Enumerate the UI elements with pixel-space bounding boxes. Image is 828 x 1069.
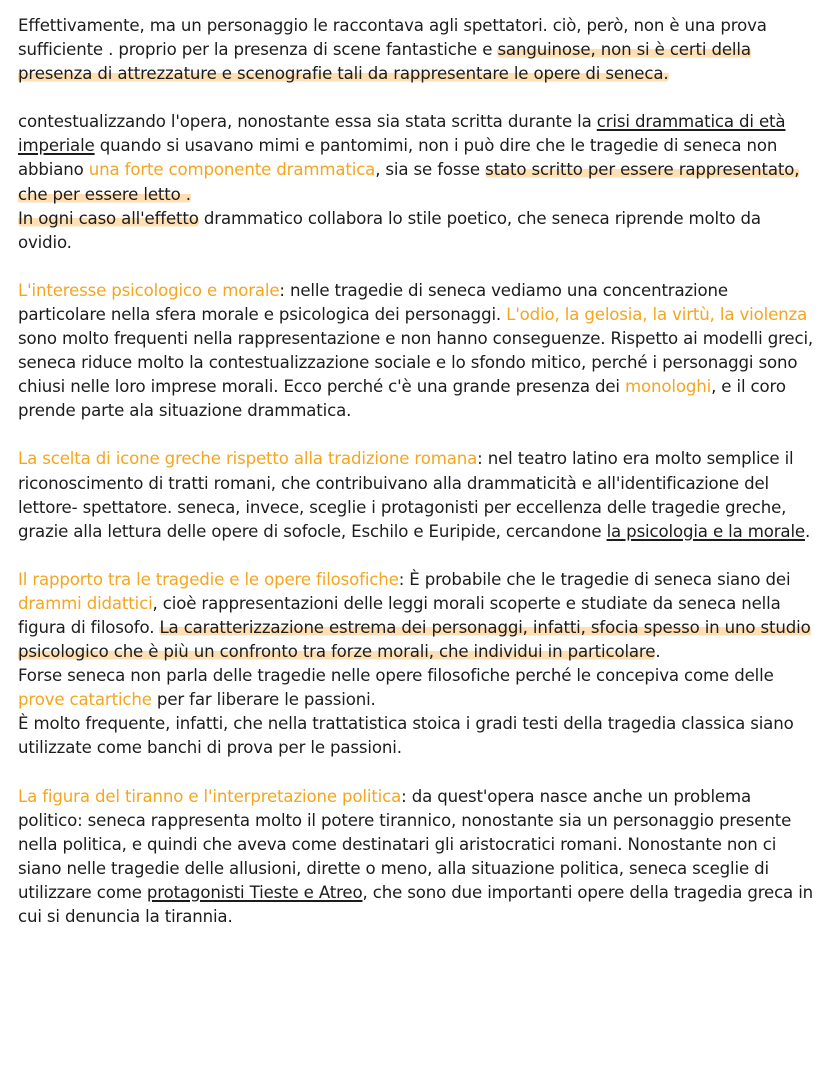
keyword: L'odio, la gelosia, la virtù, la violenza [506, 304, 808, 324]
paragraph-tyrant-figure [18, 785, 814, 930]
notes-page [18, 14, 814, 929]
text: , e il coro prende parte ala situazione drammatica. [18, 377, 786, 421]
text: , che sono due importanti opere della tragedia greca in cui si denuncia la tirannia. [18, 882, 814, 926]
text: : da quest'opera nasce anche un problema politico: seneca rappresenta molto il potere tirannico, nonostante sia un personaggio presente nella politica, e quindi che aveva come destinatari gli aristocratici romani. Nonostante non ci siano nelle tragedie delle allusioni, dirette o meno, alla situazione politica, seneca sceglie di utilizzare come [18, 786, 792, 902]
section-heading: L'interesse psicologico e morale [18, 280, 280, 300]
highlighted-text: La caratterizzazione estrema dei personaggi, infatti, sfocia spesso in uno studio psicologico che è più un confronto tra forze morali, che individui in particolare [18, 617, 811, 662]
highlighted-text: In ogni caso all'effetto [18, 208, 199, 228]
text: Forse seneca non parla delle tragedie nelle opere filosofiche perché le concepiva come delle [18, 666, 774, 686]
underlined-text: la psicologia e la morale [606, 521, 805, 541]
text: È molto frequente, infatti, che nella trattatistica stoica i gradi testi della tragedia classica siano utilizzate come banchi di prova per le passioni. [18, 714, 794, 758]
section-heading: La figura del tiranno e l'interpretazione politica [18, 786, 402, 806]
text: . [655, 642, 661, 662]
highlighted-text: sanguinose, non si è certi della presenza di attrezzature e scenografie tali da rappresentare le opere di seneca. [18, 40, 751, 84]
text: , sia se fosse [375, 160, 486, 180]
text: per far liberare le passioni. [151, 690, 376, 710]
paragraph-philosophical-works [18, 568, 814, 761]
underlined-text: crisi drammatica di età imperiale [18, 112, 786, 156]
text: : È probabile che le tragedie di seneca siano dei [398, 569, 791, 589]
keyword: drammi didattici [18, 593, 153, 613]
text: : nelle tragedie di seneca vediamo una concentrazione particolare nella sfera morale e psicologica dei personaggi. [18, 280, 728, 324]
highlighted-text: stato scritto per essere rappresentato, che per essere letto . [18, 160, 800, 204]
section-heading: Il rapporto tra le tragedie e le opere filosofiche [18, 569, 399, 589]
paragraph-psychological-interest [18, 279, 814, 424]
text: contestualizzando l'opera, nonostante essa sia stata scritta durante la [18, 112, 597, 132]
keyword: prove catartiche [18, 690, 152, 710]
text: Effettivamente, ma un personaggio le raccontava agli spettatori. ciò, però, non è una prova sufficiente . proprio per la presenza di scene fantastiche e [18, 16, 767, 60]
text: drammatico collabora lo stile poetico, che seneca riprende molto da ovidio. [18, 208, 761, 252]
section-heading: La scelta di icone greche rispetto alla tradizione romana [18, 449, 478, 469]
text: : nel teatro latino era molto semplice il riconoscimento di tratti romani, che contribuivano alla drammaticità e all'identificazione del lettore- spettatore. seneca, invece, sceglie i protagonisti per eccellenza delle tragedie greche, grazie alla lettura delle opere di sofocle, Eschilo e Euripide, cercandone [18, 449, 794, 541]
keyword: monologhi [625, 377, 712, 397]
paragraph-context [18, 110, 814, 255]
text: quando si usavano mimi e pantomimi, non i può dire che le tragedie di seneca non abbiano [18, 136, 778, 180]
text: , cioè rappresentazioni delle leggi morali scoperte e studiate da seneca nella figura di filosofo. [18, 593, 781, 637]
underlined-text: protagonisti Tieste e Atreo [146, 882, 363, 902]
paragraph-greek-icons [18, 447, 814, 543]
paragraph-performance [18, 14, 814, 86]
text: . [804, 521, 811, 541]
keyword: una forte componente drammatica [88, 160, 376, 180]
text: sono molto frequenti nella rappresentazione e non hanno conseguenze. Rispetto ai modelli greci, seneca riduce molto la contestualizzazione sociale e lo sfondo mitico, perché i personaggi sono chiusi nelle loro imprese morali. Ecco perché c'è una grande presenza dei [18, 329, 814, 397]
